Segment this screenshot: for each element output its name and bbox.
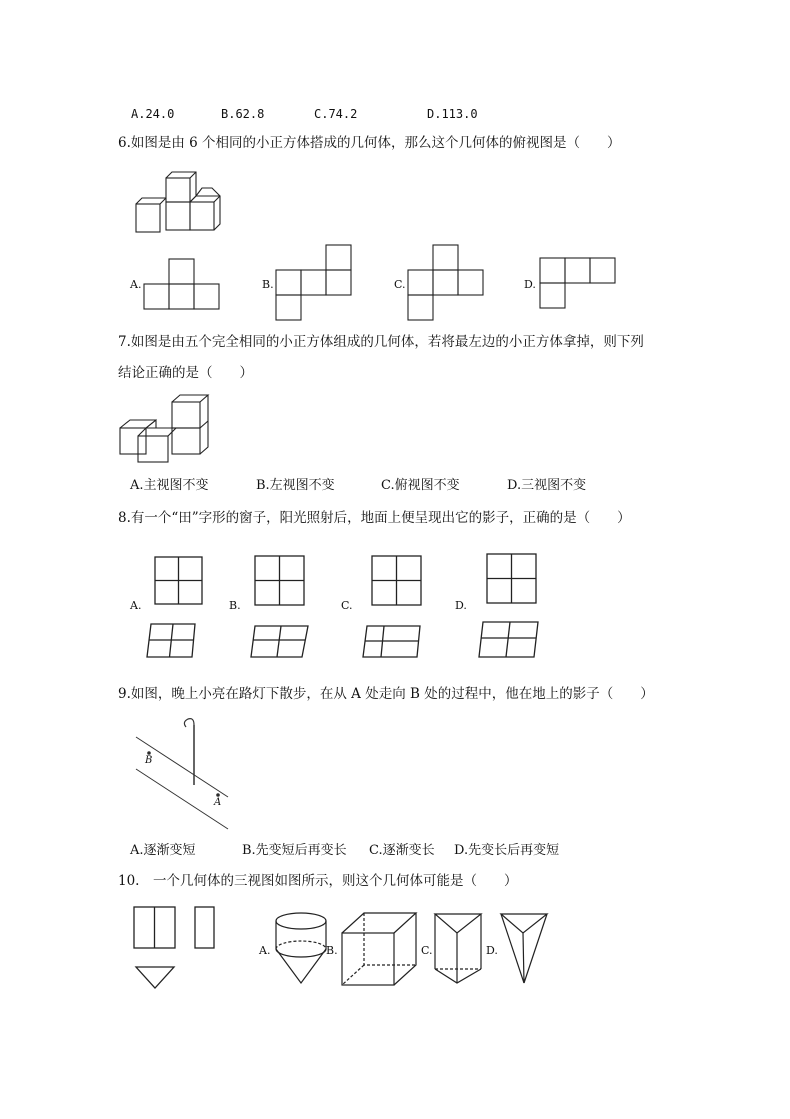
q6-option-a-figure: [144, 258, 222, 314]
q8-label-d: D.: [455, 599, 467, 612]
q10-label-b: B.: [326, 944, 338, 957]
q8-option-c-shadow: [362, 624, 422, 664]
q8-option-b-window: [254, 555, 306, 611]
q10-option-a-cylinder-cone: [273, 911, 329, 991]
q5-option-a: A.24.0: [131, 107, 175, 121]
q6-label-a: A.: [130, 278, 142, 291]
q10-option-d-pyramid: [499, 911, 549, 991]
q7-option-b: B.左视图不变: [256, 478, 335, 493]
q8-option-d-shadow: [478, 620, 540, 664]
q6-stem: 6.如图是由 6 个相同的小正方体搭成的几何体，那么这个几何体的俯视图是（ ）: [118, 135, 621, 151]
q10-option-b-cube: [340, 911, 418, 991]
q9-option-a: A.逐渐变短: [130, 843, 196, 858]
q8-label-c: C.: [341, 599, 353, 612]
q9-option-d: D.先变长后再变短: [454, 843, 560, 858]
q8-option-d-window: [486, 553, 538, 609]
q7-stem-line2: 结论正确的是（ ）: [118, 365, 253, 381]
q6-label-d: D.: [524, 278, 536, 291]
q6-label-c: C.: [394, 278, 406, 291]
q9-point-a: A: [214, 797, 222, 808]
q6-cube-figure: [133, 170, 225, 240]
q10-stem: 10. 一个几何体的三视图如图所示，则这个几何体可能是（ ）: [118, 873, 518, 889]
q9-option-b: B.先变短后再变长: [242, 843, 347, 858]
q9-point-b: B: [145, 755, 153, 766]
q6-option-d-figure: [539, 257, 619, 313]
q6-option-b-figure: [275, 244, 353, 326]
q5-option-c: C.74.2: [314, 107, 358, 121]
q7-option-d: D.三视图不变: [507, 478, 587, 493]
q9-street-lamp-figure: [134, 713, 234, 837]
q10-label-c: C.: [421, 944, 433, 957]
q10-option-c-prism: [433, 911, 485, 991]
q6-option-c-figure: [407, 244, 485, 326]
q10-label-a: A.: [259, 944, 271, 957]
q10-label-d: D.: [486, 944, 498, 957]
q8-option-c-window: [371, 555, 423, 611]
q8-option-a-shadow: [146, 622, 198, 664]
q5-option-b: B.62.8: [221, 107, 265, 121]
q8-stem: 8.有一个“田”字形的窗子，阳光照射后，地面上便呈现出它的影子，正确的是（ ）: [118, 510, 631, 526]
q5-option-d: D.113.0: [427, 107, 478, 121]
q7-stem-line1: 7.如图是由五个完全相同的小正方体组成的几何体，若将最左边的小正方体拿掉，则下列: [118, 334, 644, 350]
q10-three-views: [132, 906, 218, 996]
q9-stem: 9.如图，晚上小亮在路灯下散步，在从 A 处走向 B 处的过程中，他在地上的影子（ ）: [118, 686, 654, 702]
q8-label-b: B.: [229, 599, 241, 612]
q7-cube-figure: [118, 394, 214, 468]
q8-option-a-window: [154, 556, 204, 610]
q7-option-a: A.主视图不变: [130, 478, 209, 493]
q6-label-b: B.: [262, 278, 274, 291]
q8-option-b-shadow: [250, 624, 310, 664]
q9-option-c: C.逐渐变长: [369, 843, 435, 858]
q8-label-a: A.: [130, 599, 142, 612]
q7-option-c: C.俯视图不变: [381, 478, 460, 493]
